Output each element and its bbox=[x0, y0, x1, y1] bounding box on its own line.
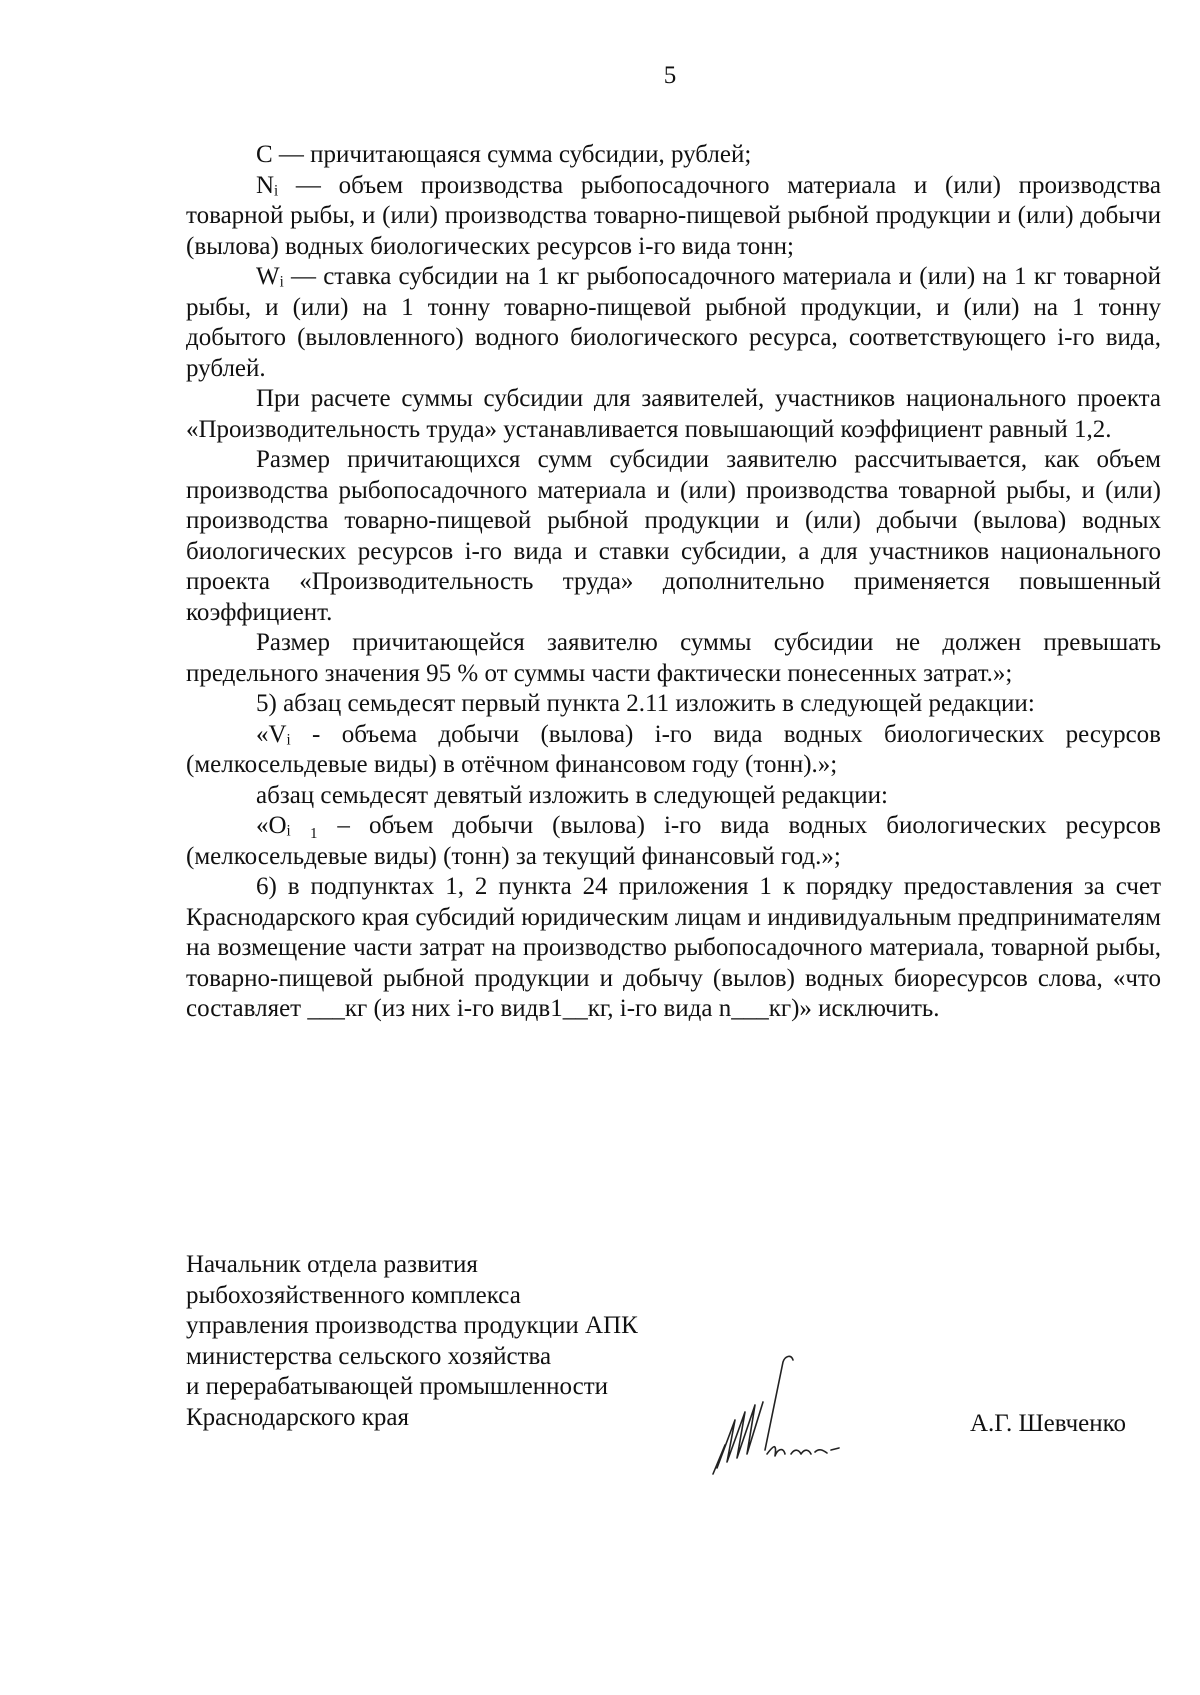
paragraph-item-5: 5) абзац семьдесят первый пункта 2.11 изложить в следующей редакции: bbox=[256, 690, 1035, 717]
signatory-position bbox=[186, 1250, 638, 1433]
handwritten-signature bbox=[705, 1350, 855, 1480]
position-line: Начальник отдела развития bbox=[186, 1251, 478, 1278]
paragraph-coefficient: При расчете суммы субсидии для заявителей, участников национального проекта «Производительность труда» устанавливается повышающий коэффициент равный 1,2. bbox=[186, 385, 1161, 443]
signatory-name: А.Г. Шевченко bbox=[970, 1410, 1127, 1437]
paragraph-c-definition: С — причитающаяся сумма субсидии, рублей; bbox=[256, 141, 752, 168]
paragraph-w-definition: Wᵢ — ставка субсидии на 1 кг рыбопосадочного материала и (или) на 1 кг товарной рыбы, и (или) на 1 тонну товарно-пищевой рыбной продукции, и (или) на 1 тонну добытого (выловленного) водного биологического ресурса, соответствующего i-го вида, рублей. bbox=[186, 263, 1161, 382]
paragraph-subsidy-size: Размер причитающихся сумм субсидии заявителю рассчитывается, как объем производства рыбопосадочного материала и (или) производства товарной рыбы, и (или) производства товарно-пищевой рыбной продукции и (или) добычи (вылова) водных биологических ресурсов i-го вида и ставки субсидии, а для участников национального проекта «Производительность труда» дополнительно применяется повышенный коэффициент. bbox=[186, 446, 1161, 626]
paragraph-o-definition: «Oᵢ ₁ – объем добычи (вылова) i-го вида водных биологических ресурсов (мелкосельдевые виды) (тонн) за текущий финансовый год.»; bbox=[186, 812, 1161, 870]
document-body bbox=[186, 140, 1161, 1025]
paragraph-v-definition: «Vᵢ - объема добычи (вылова) i-го вида водных биологических ресурсов (мелкосельдевые виды) в отёчном финансовом году (тонн).»; bbox=[186, 720, 1161, 778]
page-number: 5 bbox=[663, 62, 677, 89]
paragraph-abzac-79: абзац семьдесят девятый изложить в следующей редакции: bbox=[256, 781, 888, 809]
position-line: Краснодарского края bbox=[186, 1403, 409, 1431]
position-line: рыбохозяйственного комплекса bbox=[186, 1281, 521, 1309]
position-line: министерства сельского хозяйства bbox=[186, 1342, 552, 1370]
paragraph-subsidy-limit: Размер причитающейся заявителю суммы субсидии не должен превышать предельного значения 95 % от суммы части фактически понесенных затрат.»; bbox=[186, 629, 1161, 687]
position-line: управления производства продукции АПК bbox=[186, 1312, 638, 1339]
paragraph-item-6: 6) в подпунктах 1, 2 пункта 24 приложения 1 к порядку предоставления за счет Краснодарского края субсидий юридическим лицам и индивидуальным предпринимателям на возмещение части затрат на производство рыбопосадочного материала, товарной рыбы, товарно-пищевой рыбной продукции и добычу (вылов) водных биоресурсов слова, «что составляет ___кг (из них i-го видв1__кг, i-го вида n___кг)» исключить. bbox=[186, 873, 1161, 1022]
paragraph-n-definition: Nᵢ — объем производства рыбопосадочного материала и (или) производства товарной рыбы, и (или) производства товарно-пищевой рыбной продукции и (или) добычи (вылова) водных биологических ресурсов i-го вида тонн; bbox=[186, 171, 1161, 260]
position-line: и перерабатывающей промышленности bbox=[186, 1373, 609, 1400]
